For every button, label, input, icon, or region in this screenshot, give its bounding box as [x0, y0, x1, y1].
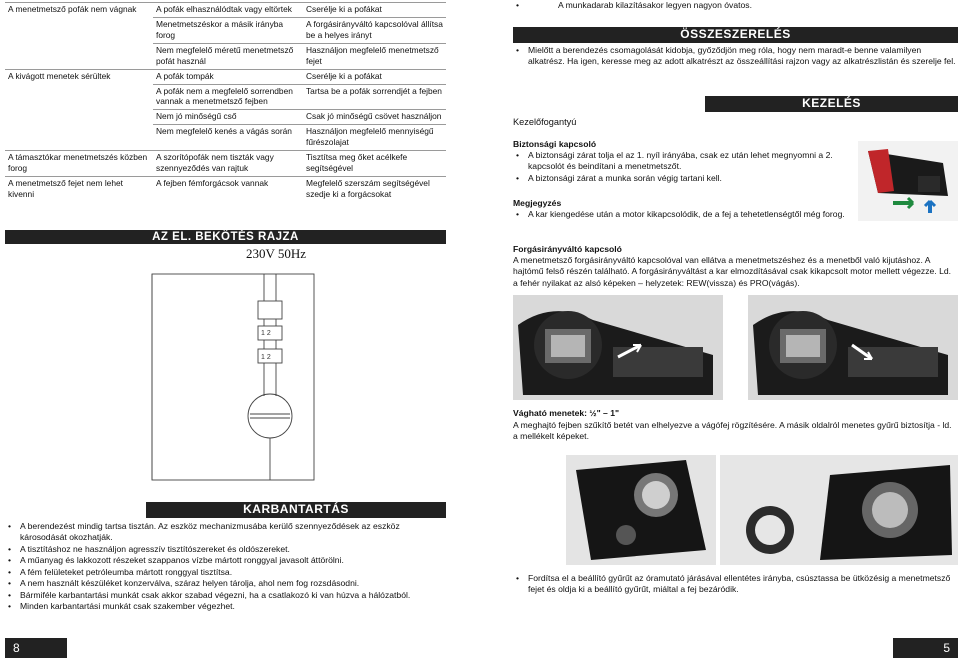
maintenance-list — [5, 521, 446, 612]
safety-list — [513, 150, 858, 184]
wiring-terminal-bottom: 1 2 — [261, 354, 271, 361]
troubleshooting-cell-c2: Nem megfelelő kenés a vágás során — [153, 125, 303, 151]
maintenance-item: • Bármiféle karbantartási munkát csak akkor szabad végezni, ha a csatlakozó ki van húzva a hálózatból. — [5, 590, 446, 601]
safety-title: Biztonsági kapcsoló — [513, 139, 597, 149]
troubleshooting-table — [5, 2, 446, 202]
note-list — [513, 209, 858, 220]
thread-photo-head — [566, 455, 716, 565]
troubleshooting-cell-c3: Megfelelő szerszám segítségével szedje ki a forgácsokat — [303, 176, 446, 201]
ring-item: • Fordítsa el a beállító gyűrűt az óramutató járásával ellentétes irányba, csúsztassa be ütközésig a menetmetsző fejet és oldja ki a beállító gyűrűt, miáltal a fej bezáródik. — [513, 573, 958, 596]
troubleshooting-cell-c2: Nem megfelelő méretű menetmetsző pofát használ — [153, 43, 303, 69]
page-number-left: 8 — [5, 638, 67, 658]
safety-item: • A biztonsági zárat a munka során végig tartani kell. — [513, 173, 858, 184]
top-bullet: • A munkadarab kilazításakor legyen nagyon óvatos. — [513, 0, 958, 11]
safety-item: • A biztonsági zárat tolja el az 1. nyíl irányába, csak ez után lehet megnyomni a 2. kapcsolót és beindítani a menetmetszőt. — [513, 150, 858, 173]
maintenance-item: • A berendezést mindig tartsa tisztán. Az eszköz mechanizmusába kerülő szennyeződések az eszköz károsodását okozhatják. — [5, 521, 446, 544]
troubleshooting-cell-c3: Cserélje ki a pofákat — [303, 69, 446, 84]
wiring-voltage: 230V 50Hz — [246, 246, 307, 261]
troubleshooting-cell-c1: A menetmetsző pofák nem vágnak — [5, 3, 153, 18]
troubleshooting-row — [5, 151, 446, 177]
assembly-list — [513, 45, 958, 68]
assembly-title: ÖSSZESZERELÉS — [513, 27, 958, 43]
troubleshooting-cell-c1 — [5, 17, 153, 43]
troubleshooting-cell-c1 — [5, 84, 153, 110]
troubleshooting-cell-c3: Használjon megfelelő menetmetsző fejet — [303, 43, 446, 69]
troubleshooting-row — [5, 69, 446, 84]
troubleshooting-cell-c2: A fejben fémforgácsok vannak — [153, 176, 303, 201]
troubleshooting-row — [5, 3, 446, 18]
wiring-title: AZ EL. BEKÖTÉS RAJZA — [5, 230, 446, 244]
troubleshooting-cell-c2: A pofák elhasználódtak vagy eltörtek — [153, 3, 303, 18]
troubleshooting-cell-c2: A pofák tompák — [153, 69, 303, 84]
wiring-diagram — [146, 246, 446, 486]
troubleshooting-row — [5, 17, 446, 43]
direction-text: A menetmetsző forgásirányváltó kapcsolóval van ellátva a menetmetszéshez és a menetből való kijutáshoz. A hajtómű felső részén található. A forgásirányváltást a kar elmozdításával csak kikapcsolt motor mellett végezze. Ld. a fehér nyilakat az alsó képeken – helyzetek: REW(vissza) és PRO(vágás). — [513, 255, 952, 288]
page-number-right: 5 — [893, 638, 958, 658]
thread-title: Vágható menetek: ½" – 1" — [513, 408, 620, 418]
direction-photo-rew — [513, 295, 723, 400]
maintenance-item: • A fém felületeket petróleumba mártott ronggyal tisztítsa. — [5, 567, 446, 578]
troubleshooting-row — [5, 110, 446, 125]
note-title: Megjegyzés — [513, 198, 562, 208]
assembly-item: • Mielőtt a berendezés csomagolását kidobja, győződjön meg róla, hogy nem maradt-e benne valamilyen alkatrész. Ha igen, keresse meg az adott alkatrészt az összeállítási rajzon vagy az alkatrészlistán és szerelje fel. — [513, 45, 958, 68]
maintenance-item: • A műanyag és lakkozott részeket szappanos vízbe mártott ronggyal javasolt áttörölni. — [5, 555, 446, 566]
troubleshooting-cell-c2: Nem jó minőségű cső — [153, 110, 303, 125]
troubleshooting-cell-c2: A pofák nem a megfelelő sorrendben vannak a menetmetsző fejben — [153, 84, 303, 110]
troubleshooting-row — [5, 125, 446, 151]
maintenance-item: • Minden karbantartási munkát csak szakember végezhet. — [5, 601, 446, 612]
troubleshooting-cell-c1: A támasztókar menetmetszés közben forog — [5, 151, 153, 177]
troubleshooting-cell-c2: A szorítópofák nem tiszták vagy szennyeződés van rajtuk — [153, 151, 303, 177]
note-item: • A kar kiengedése után a motor kikapcsolódik, de a fej a tehetetlenségtől még forog. — [513, 209, 858, 220]
handle-photo — [858, 141, 958, 221]
troubleshooting-cell-c3: Tisztítsa meg őket acélkefe segítségével — [303, 151, 446, 177]
troubleshooting-cell-c1 — [5, 110, 153, 125]
maintenance-item: • A nem használt készüléket konzerválva, száraz helyen tárolja, ahol nem fog rozsdásodni. — [5, 578, 446, 589]
thread-text: A meghajtó fejben szűkítő betét van elhelyezve a vágófej rögzítésére. A másik oldalról menetes gyűrű biztosítja - ld. a mellékelt képeket. — [513, 420, 952, 442]
troubleshooting-row — [5, 176, 446, 201]
troubleshooting-row — [5, 43, 446, 69]
direction-title: Forgásirányváltó kapcsoló — [513, 244, 622, 254]
ring-list — [513, 573, 958, 596]
troubleshooting-cell-c1 — [5, 43, 153, 69]
troubleshooting-cell-c2: Menetmetszéskor a másik irányba forog — [153, 17, 303, 43]
top-bullet-list — [513, 0, 958, 11]
troubleshooting-row — [5, 84, 446, 110]
operation-title: KEZELÉS — [705, 96, 958, 112]
troubleshooting-cell-c1 — [5, 125, 153, 151]
thread-photo-ring — [720, 455, 958, 565]
troubleshooting-cell-c1: A kivágott menetek sérültek — [5, 69, 153, 84]
troubleshooting-cell-c1: A menetmetsző fejet nem lehet kivenni — [5, 176, 153, 201]
maintenance-title: KARBANTARTÁS — [146, 502, 446, 518]
handle-label: Kezelőfogantyú — [513, 117, 577, 127]
maintenance-item: • A tisztításhoz ne használjon agresszív tisztítószereket és oldószereket. — [5, 544, 446, 555]
troubleshooting-cell-c3: Használjon megfelelő mennyiségű fűrészolajat — [303, 125, 446, 151]
troubleshooting-cell-c3: Tartsa be a pofák sorrendjét a fejben — [303, 84, 446, 110]
troubleshooting-cell-c3: Cserélje ki a pofákat — [303, 3, 446, 18]
wiring-terminal-top: 1 2 — [261, 330, 271, 337]
troubleshooting-cell-c3: Csak jó minőségű csövet használjon — [303, 110, 446, 125]
direction-photo-pro — [748, 295, 958, 400]
troubleshooting-cell-c3: A forgásirányváltó kapcsolóval állítsa be a helyes irányt — [303, 17, 446, 43]
